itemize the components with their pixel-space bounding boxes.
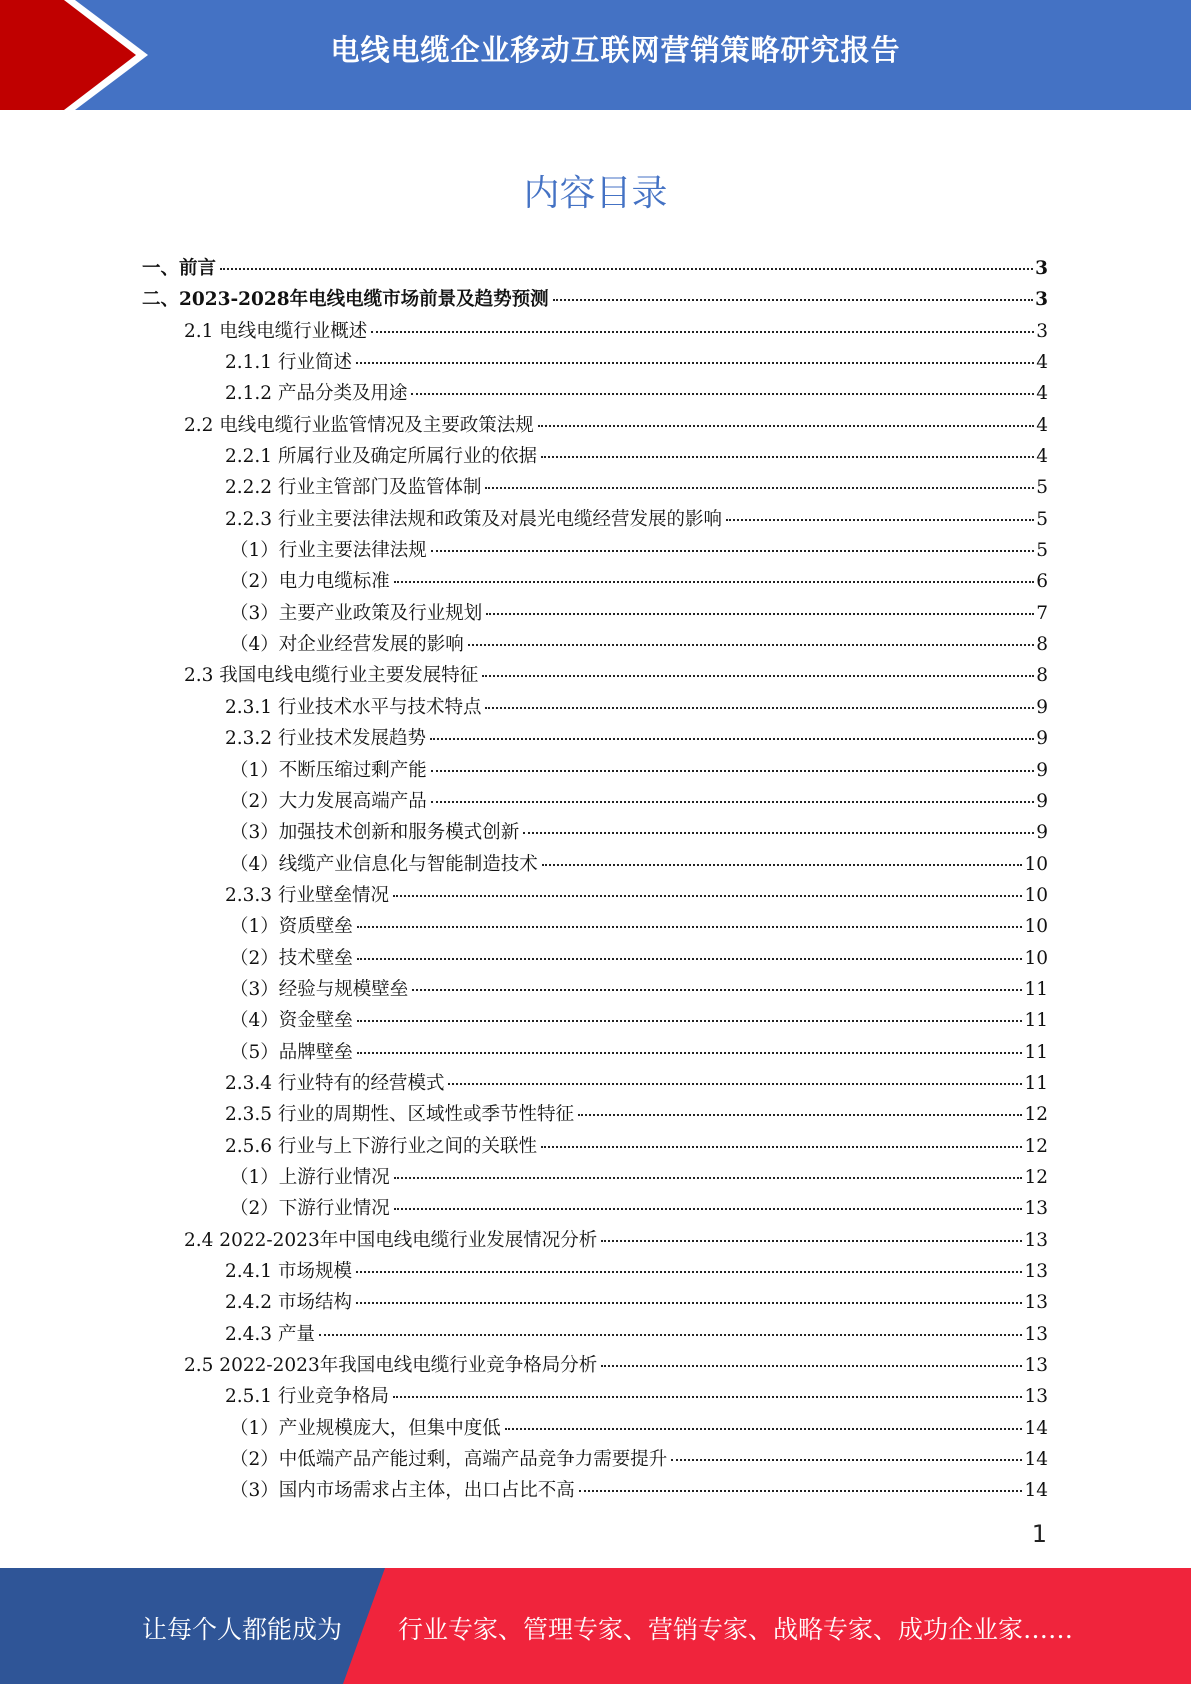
toc-entry[interactable] [142,1005,1048,1036]
toc-dot-leader [371,331,1034,333]
toc-entry-label: （2）中低端产品产能过剩，高端产品竞争力需要提升 [230,1449,668,1471]
toc-entry[interactable] [142,566,1048,597]
toc-dot-leader [448,1083,1022,1085]
page-number: 1 [1031,1520,1047,1548]
toc-entry-page: 9 [1036,696,1048,718]
toc-heading: 内容目录 [523,173,668,214]
toc-entry-page: 8 [1036,634,1048,656]
toc-entry-label: 2.4.2 市场结构 [225,1292,352,1314]
toc-entry[interactable] [142,1162,1048,1193]
toc-entry-page: 9 [1036,822,1048,844]
toc-entry-page: 14 [1024,1417,1048,1439]
toc-dot-leader [394,1208,1023,1210]
toc-entry-page: 13 [1024,1229,1048,1251]
toc-dot-leader [505,1428,1023,1430]
toc-entry[interactable] [142,316,1048,347]
toc-entry-page: 5 [1036,477,1048,499]
toc-dot-leader [431,550,1034,552]
toc-dot-leader [431,770,1034,772]
toc-entry-page: 13 [1024,1386,1048,1408]
toc-entry[interactable] [142,1444,1048,1475]
toc-entry-page: 5 [1036,540,1048,562]
toc-entry-page: 3 [1036,320,1048,342]
toc-dot-leader [357,958,1023,960]
toc-entry[interactable] [142,629,1048,660]
toc-entry-page: 12 [1024,1166,1048,1188]
toc-entry-label: （3）加强技术创新和服务模式创新 [230,822,520,844]
toc-entry-page: 9 [1036,728,1048,750]
toc-dot-leader [671,1459,1022,1461]
toc-entry-label: （4）资金壁垒 [230,1010,353,1032]
toc-entry-label: 2.3.1 行业技术水平与技术特点 [225,696,482,718]
toc-dot-leader [220,268,1033,270]
toc-entry-label: （2）下游行业情况 [230,1198,390,1220]
toc-entry[interactable] [142,817,1048,848]
toc-entry-label: 2.2.1 所属行业及确定所属行业的依据 [225,446,537,468]
toc-entry-label: 2.2.2 行业主管部门及监管体制 [225,477,482,499]
toc-entry-page: 6 [1036,571,1048,593]
toc-entry-label: （2）技术壁垒 [230,947,353,969]
toc-entry-page: 11 [1024,978,1048,1000]
toc-entry[interactable] [142,378,1048,409]
toc-dot-leader [578,1114,1022,1116]
toc-entry-page: 10 [1024,853,1048,875]
toc-entry-page: 9 [1036,759,1048,781]
toc-dot-leader [541,1146,1022,1148]
toc-entry-label: （2）电力电缆标准 [230,571,390,593]
toc-entry[interactable] [142,253,1048,284]
toc-entry[interactable] [142,786,1048,817]
toc-entry-label: 2.4.3 产量 [225,1323,315,1345]
toc-entry-label: （3）主要产业政策及行业规划 [230,602,483,624]
toc-dot-leader [319,1334,1023,1336]
toc-entry[interactable] [142,535,1048,566]
toc-entry-label: （1）资质壁垒 [230,916,353,938]
toc-entry-label: 2.1.2 产品分类及用途 [225,383,408,405]
toc-entry-page: 13 [1024,1355,1048,1377]
toc-dot-leader [431,801,1034,803]
toc-entry[interactable] [142,1319,1048,1350]
toc-entry-label: （1）行业主要法律法规 [230,540,427,562]
toc-entry[interactable] [142,1037,1048,1068]
toc-entry-label: 2.3 我国电线电缆行业主要发展特征 [184,665,479,687]
toc-entry[interactable] [142,755,1048,786]
toc-dot-leader [601,1240,1022,1242]
toc-entry[interactable] [142,284,1048,315]
toc-entry[interactable] [142,723,1048,754]
toc-entry-page: 4 [1036,383,1048,405]
toc-entry-label: 2.5 2022-2023年我国电线电缆行业竞争格局分析 [184,1355,598,1377]
toc-entry[interactable] [142,1475,1048,1506]
toc-entry-label: （1）不断压缩过剩产能 [230,759,427,781]
toc-entry-page: 10 [1024,916,1048,938]
footer-slogan-left: 让每个人都能成为 [142,1615,343,1644]
toc-dot-leader [430,738,1034,740]
toc-dot-leader [357,926,1023,928]
toc-dot-leader [486,613,1034,615]
footer-banner [0,1568,1191,1684]
toc-dot-leader [394,581,1034,583]
toc-entry-page: 10 [1024,884,1048,906]
toc-dot-leader [601,1365,1022,1367]
toc-dot-leader [357,1052,1023,1054]
toc-entry-label: 2.5.1 行业竞争格局 [225,1386,389,1408]
toc-entry[interactable] [142,1193,1048,1224]
toc-entry-page: 3 [1035,258,1048,279]
toc-entry-label: 二、2023-2028年电线电缆市场前景及趋势预测 [142,289,549,311]
toc-dot-leader [356,1302,1023,1304]
toc-entry-page: 4 [1036,414,1048,436]
toc-entry-page: 13 [1024,1198,1048,1220]
toc-entry-page: 8 [1036,665,1048,687]
toc-entry-page: 13 [1024,1292,1048,1314]
toc-entry-page: 9 [1036,790,1048,812]
toc-entry-label: （5）品牌壁垒 [230,1041,353,1063]
toc-entry-page: 5 [1036,508,1048,530]
toc-entry-page: 7 [1036,602,1048,624]
toc-entry[interactable] [142,1131,1048,1162]
toc-entry[interactable] [142,1350,1048,1381]
toc-dot-leader [411,393,1034,395]
toc-entry[interactable] [142,880,1048,911]
header-banner [0,0,1191,110]
toc-dot-leader [412,989,1022,991]
toc-dot-leader [542,864,1023,866]
toc-entry-page: 11 [1024,1010,1048,1032]
toc-entry-label: 2.2 电线电缆行业监管情况及主要政策法规 [184,414,534,436]
toc-entry-label: 2.1.1 行业简述 [225,352,352,374]
toc-entry-label: 2.3.5 行业的周期性、区域性或季节性特征 [225,1104,574,1126]
footer-slogan-right: 行业专家、管理专家、营销专家、战略专家、成功企业家…… [398,1615,1074,1644]
toc-entry-page: 4 [1036,352,1048,374]
toc-entry[interactable] [142,1256,1048,1287]
toc-entry-label: （1）产业规模庞大，但集中度低 [230,1417,501,1439]
toc-entry[interactable] [142,1068,1048,1099]
toc-entry[interactable] [142,911,1048,942]
toc-entry-label: 2.3.4 行业特有的经营模式 [225,1072,445,1094]
toc-entry[interactable] [142,1381,1048,1412]
toc-dot-leader [393,1396,1022,1398]
toc-entry-page: 12 [1024,1135,1048,1157]
toc-entry[interactable] [142,410,1048,441]
toc-dot-leader [579,1490,1023,1492]
toc-entry-label: （3）经验与规模壁垒 [230,978,409,1000]
toc-entry-label: 2.4 2022-2023年中国电线电缆行业发展情况分析 [184,1229,598,1251]
toc-entry-label: 2.3.3 行业壁垒情况 [225,884,389,906]
toc-entry-page: 3 [1035,289,1048,311]
toc-entry[interactable] [142,974,1048,1005]
toc-entry-label: （2）大力发展高端产品 [230,790,427,812]
toc-entry-label: （1）上游行业情况 [230,1166,390,1188]
toc-entry[interactable] [142,1225,1048,1256]
toc-entry[interactable] [142,692,1048,723]
toc-entry-label: 2.4.1 市场规模 [225,1261,352,1282]
toc-entry-page: 13 [1024,1323,1048,1345]
toc-dot-leader [485,707,1034,709]
toc-entry-page: 12 [1024,1104,1048,1126]
toc-dot-leader [468,644,1034,646]
toc-dot-leader [726,519,1034,521]
toc-dot-leader [356,1271,1023,1273]
toc-entry-label: （4）对企业经营发展的影响 [230,634,464,656]
toc-dot-leader [538,425,1034,427]
toc-dot-leader [393,895,1022,897]
toc-entry-label: 2.3.2 行业技术发展趋势 [225,728,426,750]
toc-dot-leader [541,456,1034,458]
toc-dot-leader [357,1020,1023,1022]
toc-entry[interactable] [142,441,1048,472]
toc-entry-page: 4 [1036,446,1048,468]
toc-entry[interactable] [142,347,1048,378]
toc-entry-page: 14 [1024,1449,1048,1471]
toc-entry-page: 10 [1024,947,1048,969]
toc-entry-label: （4）线缆产业信息化与智能制造技术 [230,853,538,875]
toc-entry-label: 2.2.3 行业主要法律法规和政策及对晨光电缆经营发展的影响 [225,508,722,530]
toc-dot-leader [356,362,1034,364]
table-of-contents [142,253,1048,1507]
toc-entry-page: 14 [1024,1480,1048,1502]
toc-entry-label: （3）国内市场需求占主体，出口占比不高 [230,1480,575,1502]
toc-entry[interactable] [142,1099,1048,1130]
toc-dot-leader [553,299,1033,301]
toc-dot-leader [394,1177,1023,1179]
toc-entry[interactable] [142,1287,1048,1318]
toc-entry-label: 2.1 电线电缆行业概述 [184,320,368,342]
toc-entry-page: 13 [1024,1261,1048,1282]
toc-entry[interactable] [142,1413,1048,1444]
toc-entry-label: 2.5.6 行业与上下游行业之间的关联性 [225,1135,537,1157]
toc-entry[interactable] [142,943,1048,974]
toc-entry[interactable] [142,660,1048,691]
toc-entry-label: 一、前言 [142,258,217,279]
toc-entry[interactable] [142,472,1048,503]
toc-entry[interactable] [142,849,1048,880]
toc-dot-leader [485,487,1034,489]
toc-entry-page: 11 [1024,1041,1048,1063]
toc-dot-leader [482,675,1034,677]
toc-dot-leader [523,832,1034,834]
toc-entry[interactable] [142,598,1048,629]
header-title: 电线电缆企业移动互联网营销策略研究报告 [330,33,901,67]
toc-entry[interactable] [142,504,1048,535]
toc-entry-page: 11 [1024,1072,1048,1094]
